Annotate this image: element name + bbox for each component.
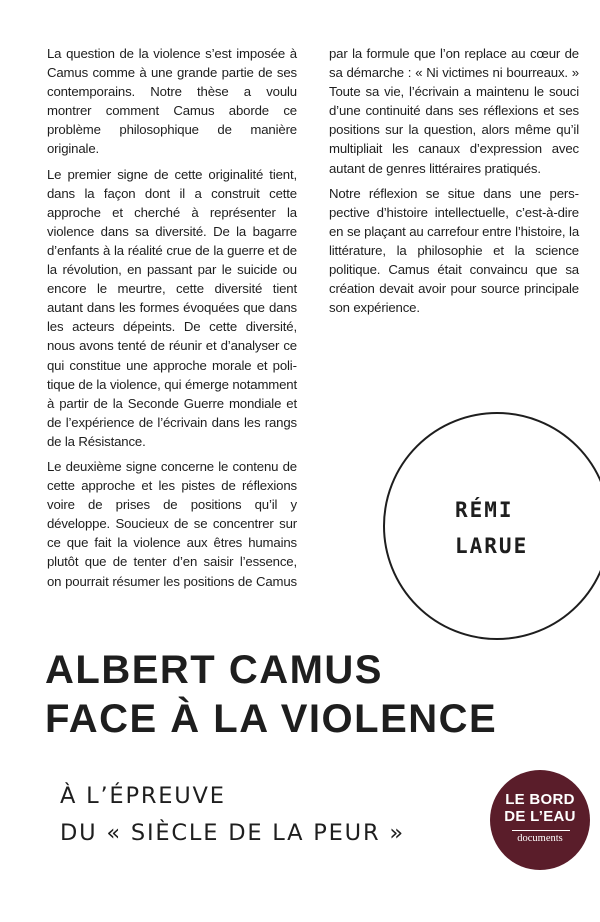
- publisher-logo: [490, 770, 590, 870]
- author-circle: [383, 412, 600, 640]
- title-line-2: FACE À LA VIOLENCE: [45, 697, 498, 741]
- publisher-divider: [512, 830, 570, 831]
- blurb-paragraph: Notre réflexion se situe dans une perspective d’histoire intellectuelle, c’est-à-dire en se plaçant au carrefour entre l’histoire, la littérature, la philosophie et la science politique. Camus était convaincu que sa création devait avoir pour source principale son expérience.: [329, 185, 579, 316]
- publisher-name-line-1: LE BORD: [505, 791, 575, 808]
- blurb-paragraph: Le deuxième signe concerne le contenu de cette approche et les pistes de réflexions voire de prises de positions qu’il y développe. Soucieux de se concentrer sur ce que fait la violence aux êtres humains plutôt que de tenter d’en saisir l’essence, on pourrait résumer les positions de Camus par la formule que l’on replace au cœur de sa démarche : « Ni victimes ni bourreaux. » Toute sa vie, l’écrivain a maintenu le souci d’une continuité dans ses réflexions et ses positions sur la question, alors même qu’il multipliait les canaux d’expression avec autant de genres littéraires pratiqués.: [47, 46, 579, 589]
- author-last-name: LARUE: [455, 534, 529, 558]
- publisher-collection: documents: [517, 833, 563, 844]
- blurb-paragraph: La question de la violence s’est imposée à Camus comme à une grande partie de ses contemporains. Notre thèse a voulu montrer comment Camus aborde ce problème philosophique de manière originale.: [47, 46, 297, 157]
- author-first-name: RÉMI: [455, 498, 514, 522]
- title-line-1: ALBERT CAMUS: [45, 648, 383, 692]
- book-title: [45, 646, 497, 744]
- subtitle-line-1: À L’ÉPREUVE: [60, 783, 226, 809]
- subtitle-line-2: DU « SIÈCLE DE LA PEUR »: [60, 820, 405, 846]
- blurb-paragraph: Le premier signe de cette originalité tient, dans la façon dont il a construit cette approche et cherché à représenter la violence dans sa diversité. De la bagarre d’enfants à la réalité crue de la guerre et de la révolution, en passant par le suicide ou encore le meurtre, cette diversité tient autant dans les formes évoquées que dans les acteurs dépeints. De cette diversité, nous avons tenté de réunir et d’analyser ce qui constitue une approche morale et politique de la violence, qui émerge notamment à partir de la Seconde Guerre mondiale et de l’expérience de l’écrivain dans les rangs de la Résistance.: [47, 166, 297, 449]
- book-subtitle: [60, 778, 405, 852]
- publisher-name-line-2: DE L’EAU: [504, 808, 576, 825]
